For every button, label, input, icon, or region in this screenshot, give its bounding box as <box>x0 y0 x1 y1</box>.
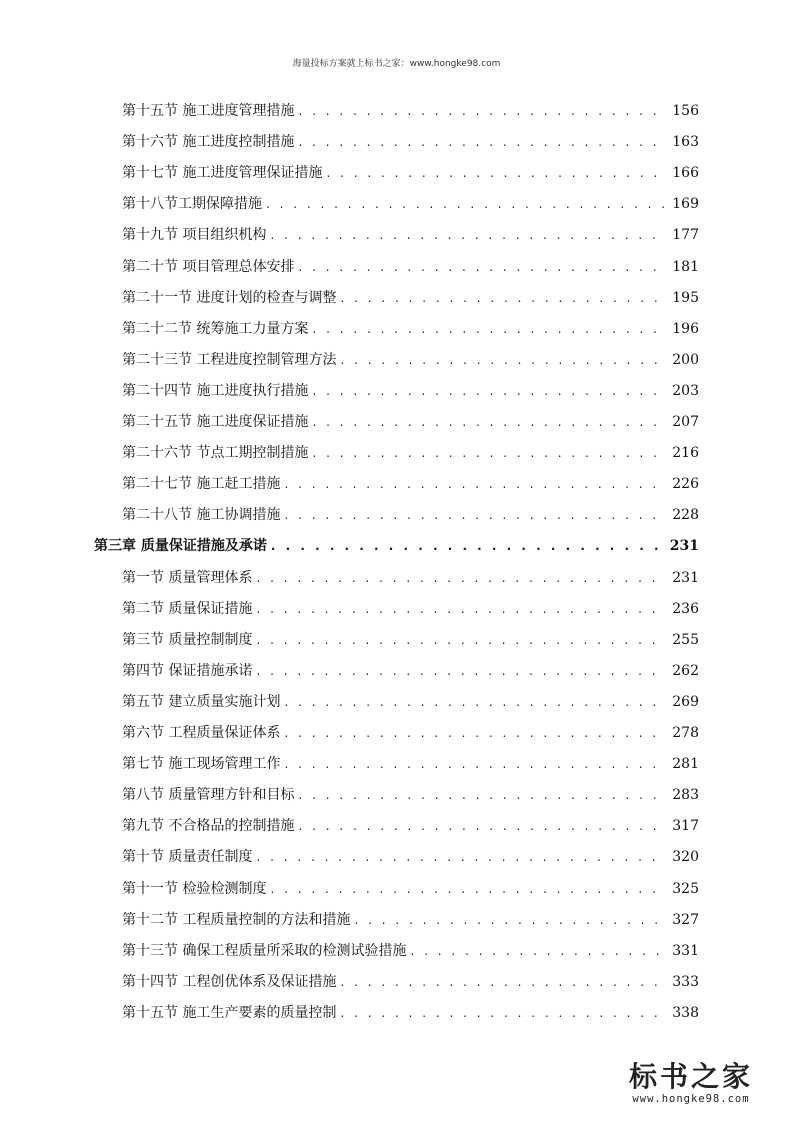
toc-entry-label: 第二十六节 节点工期控制措施 <box>122 445 309 462</box>
toc-section-entry <box>0 314 793 344</box>
toc-entry-line <box>122 753 699 773</box>
toc-entry-line <box>122 100 699 120</box>
toc-dot-leader <box>410 944 666 958</box>
page-header: 海量投标方案就上标书之家：www.hongke98.com <box>292 59 501 69</box>
toc-page-number: 317 <box>672 818 699 835</box>
toc-section-entry <box>0 96 793 126</box>
toc-page-number: 262 <box>672 662 699 679</box>
toc-section-entry <box>0 127 793 157</box>
toc-section-entry <box>0 345 793 375</box>
toc-section-entry <box>0 407 793 437</box>
toc-entry-line <box>122 131 699 151</box>
toc-page-number: 327 <box>672 911 699 928</box>
toc-section-entry <box>0 376 793 406</box>
toc-page-number: 181 <box>672 258 699 275</box>
toc-page-number: 163 <box>672 134 699 151</box>
toc-page-number: 236 <box>672 600 699 617</box>
toc-entry-line <box>122 629 699 649</box>
toc-entry-label: 第十八节工期保障措施 <box>122 196 262 213</box>
toc-entry-line <box>122 784 699 804</box>
toc-entry-label: 第二十一节 进度计划的检查与调整 <box>122 289 337 306</box>
toc-dot-leader <box>284 757 666 771</box>
toc-entry-line <box>122 224 699 244</box>
toc-entry-line <box>122 256 699 276</box>
toc-page-number: 231 <box>669 538 699 555</box>
toc-dot-leader <box>312 446 666 460</box>
toc-dot-leader <box>284 508 666 522</box>
toc-entry-line <box>122 411 699 431</box>
toc-entry-line <box>94 535 699 555</box>
toc-entry-label: 第八节 质量管理方针和目标 <box>122 787 295 804</box>
logo-url: www.hongke98.com <box>632 1093 750 1105</box>
toc-page-number: 203 <box>672 382 699 399</box>
toc-section-entry <box>0 158 793 188</box>
toc-dot-leader <box>298 135 666 149</box>
toc-entry-line <box>122 909 699 929</box>
toc-entry-line <box>122 878 699 898</box>
toc-entry-line <box>122 940 699 960</box>
toc-section-entry <box>0 718 793 748</box>
logo-name: 标书之家 <box>628 1060 753 1093</box>
toc-entry-label: 第五节 建立质量实施计划 <box>122 693 281 710</box>
toc-page-number: 156 <box>672 103 699 119</box>
toc-entry-label: 第六节 工程质量保证体系 <box>122 725 281 741</box>
toc-section-entry <box>0 656 793 686</box>
toc-entry-line <box>122 349 699 369</box>
toc-entry-label: 第七节 施工现场管理工作 <box>122 756 281 773</box>
toc-dot-leader <box>284 726 666 740</box>
toc-section-entry <box>0 936 793 966</box>
toc-entry-label: 第二十七节 施工赶工措施 <box>122 476 281 493</box>
toc-entry-line <box>122 567 699 587</box>
toc-page-number: 269 <box>672 693 699 710</box>
toc-entry-line <box>122 846 699 866</box>
toc-page-number: 278 <box>672 725 699 741</box>
toc-entry-label: 第四节 保证措施承诺 <box>122 662 253 679</box>
toc-dot-leader <box>326 166 666 180</box>
toc-section-entry <box>0 220 793 250</box>
toc-section-entry <box>0 252 793 282</box>
toc-page-number: 255 <box>672 631 699 648</box>
toc-entry-line <box>122 442 699 462</box>
toc-dot-leader <box>340 1006 666 1020</box>
toc-entry-label: 第十五节 施工进度管理措施 <box>122 103 295 119</box>
toc-entry-line <box>122 660 699 680</box>
toc-entry-label: 第十一节 检验检测制度 <box>122 880 267 897</box>
toc-dot-leader <box>270 882 666 896</box>
toc-entry-label: 第一节 质量管理体系 <box>122 569 253 586</box>
toc-dot-leader <box>298 260 666 274</box>
toc-dot-leader <box>312 415 666 429</box>
toc-dot-leader <box>340 353 666 367</box>
toc-dot-leader <box>256 602 666 616</box>
toc-section-entry <box>0 469 793 499</box>
toc-section-entry <box>0 749 793 779</box>
toc-entry-line <box>122 971 699 991</box>
toc-entry-label: 第二十节 项目管理总体安排 <box>122 258 295 275</box>
toc-dot-leader <box>256 571 666 585</box>
toc-entry-label: 第十六节 施工进度控制措施 <box>122 134 295 151</box>
toc-entry-label: 第二十八节 施工协调措施 <box>122 507 281 524</box>
toc-entry-line <box>122 691 699 711</box>
toc-entry-label: 第十九节 项目组织机构 <box>122 227 267 244</box>
toc-section-entry <box>0 687 793 717</box>
toc-page-number: 226 <box>672 476 699 493</box>
toc-page-number: 283 <box>672 787 699 804</box>
toc-page-number: 325 <box>672 880 699 897</box>
toc-page-number: 166 <box>672 165 699 182</box>
toc-entry-label: 第九节 不合格品的控制措施 <box>122 818 295 835</box>
toc-entry-label: 第二十五节 施工进度保证措施 <box>122 414 309 430</box>
toc-dot-leader <box>284 695 666 709</box>
toc-entry-label: 第二十三节 工程进度控制管理方法 <box>122 351 337 368</box>
toc-dot-leader <box>298 788 666 802</box>
toc-entry-line <box>122 598 699 618</box>
toc-entry-line <box>122 318 699 338</box>
toc-dot-leader <box>266 197 666 211</box>
toc-page-number: 231 <box>672 569 699 586</box>
toc-page-number: 207 <box>672 414 699 430</box>
toc-section-entry <box>0 500 793 530</box>
toc-entry-line <box>122 193 699 213</box>
toc-entry-line <box>122 504 699 524</box>
toc-dot-leader <box>298 819 666 833</box>
toc-dot-leader <box>312 322 666 336</box>
toc-page-number: 196 <box>672 320 699 337</box>
toc-entry-line <box>122 815 699 835</box>
toc-section-entry <box>0 905 793 935</box>
toc-dot-leader <box>340 291 666 305</box>
toc-entry-label: 第二十二节 统筹施工力量方案 <box>122 320 309 337</box>
toc-entry-label: 第十二节 工程质量控制的方法和措施 <box>122 911 351 928</box>
toc-dot-leader <box>354 913 666 927</box>
toc-page-number: 216 <box>672 445 699 462</box>
toc-page-number: 195 <box>672 289 699 306</box>
toc-dot-leader <box>270 228 666 242</box>
toc-page-number: 333 <box>672 973 699 990</box>
toc-entry-label: 第二节 质量保证措施 <box>122 600 253 617</box>
toc-dot-leader <box>271 539 664 553</box>
toc-dot-leader <box>256 664 666 678</box>
toc-chapter-entry <box>0 531 793 561</box>
toc-page-number: 320 <box>672 849 699 866</box>
toc-page-number: 228 <box>672 507 699 524</box>
toc-entry-label: 第十三节 确保工程质量所采取的检测试验措施 <box>122 942 407 959</box>
toc-entry-label: 第十七节 施工进度管理保证措施 <box>122 165 323 182</box>
toc-section-entry <box>0 842 793 872</box>
toc-page-number: 177 <box>672 227 699 244</box>
toc-section-entry <box>0 283 793 313</box>
toc-entry-label: 第三章 质量保证措施及承诺 <box>94 538 267 555</box>
toc-entry-line <box>122 380 699 400</box>
toc-section-entry <box>0 594 793 624</box>
toc-entry-label: 第十五节 施工生产要素的质量控制 <box>122 1004 337 1021</box>
toc-entry-line <box>122 722 699 742</box>
toc-section-entry <box>0 967 793 997</box>
toc-section-entry <box>0 625 793 655</box>
toc-entry-line <box>122 287 699 307</box>
toc-entry-line <box>122 1002 699 1022</box>
toc-dot-leader <box>256 633 666 647</box>
toc-section-entry <box>0 811 793 841</box>
toc-section-entry <box>0 438 793 468</box>
toc-page-number: 169 <box>672 196 699 213</box>
toc-section-entry <box>0 780 793 810</box>
toc-entry-line <box>122 162 699 182</box>
toc-entry-label: 第二十四节 施工进度执行措施 <box>122 382 309 399</box>
logo <box>611 1062 771 1106</box>
toc-dot-leader <box>256 850 666 864</box>
toc-entry-label: 第十四节 工程创优体系及保证措施 <box>122 973 337 990</box>
toc-dot-leader <box>284 477 666 491</box>
toc-entry-label: 第十节 质量责任制度 <box>122 849 253 866</box>
toc-section-entry <box>0 563 793 593</box>
toc-page-number: 281 <box>672 756 699 773</box>
toc-entry-label: 第三节 质量控制制度 <box>122 631 253 648</box>
toc-dot-leader <box>312 384 666 398</box>
toc-dot-leader <box>340 975 666 989</box>
toc-section-entry <box>0 874 793 904</box>
toc-page-number: 200 <box>672 351 699 368</box>
toc-section-entry <box>0 998 793 1028</box>
toc-dot-leader <box>298 104 666 118</box>
toc-entry-line <box>122 473 699 493</box>
toc-page-number: 338 <box>672 1004 699 1021</box>
toc-section-entry <box>0 189 793 219</box>
toc-page-number: 331 <box>672 942 699 959</box>
